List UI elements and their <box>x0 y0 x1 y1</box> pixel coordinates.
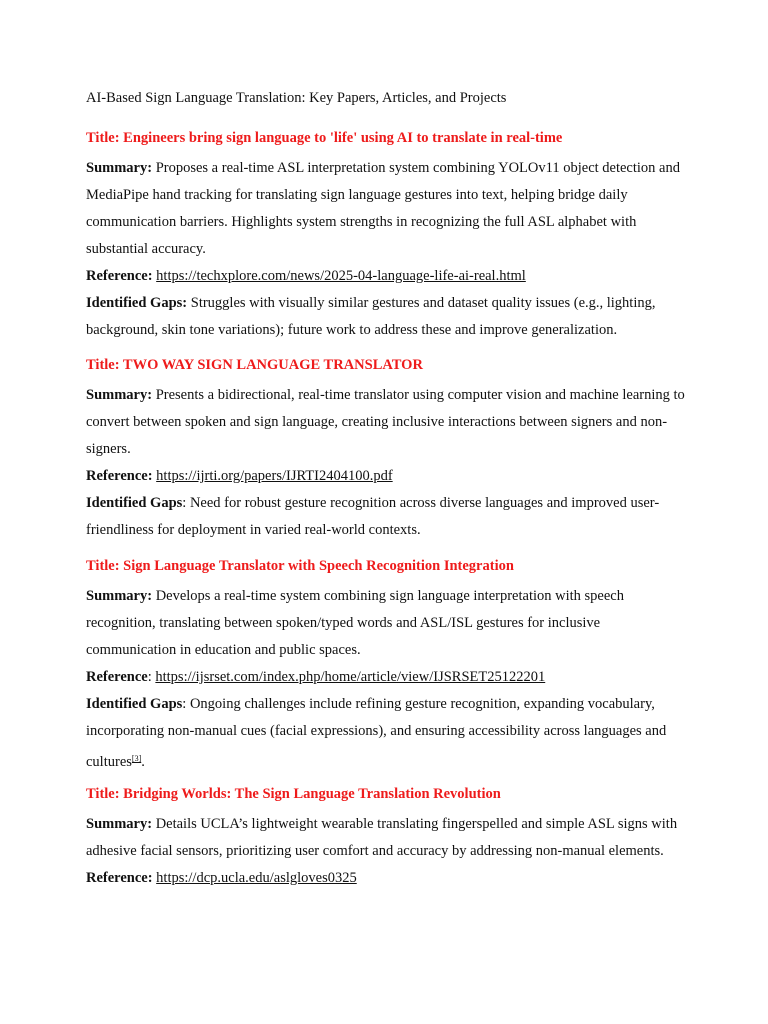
entry-reference <box>86 865 686 892</box>
document-title: AI-Based Sign Language Translation: Key Papers, Articles, and Projects <box>86 90 507 106</box>
reference-link[interactable]: https://ijsrset.com/index.php/home/article/view/IJSRSET25122201 <box>155 669 546 685</box>
summary-text: Details UCLA’s lightweight wearable translating fingerspelled and simple ASL signs with adhesive facial sensors, prioritizing user comfort and accuracy by addressing non-manual elements. <box>86 816 678 859</box>
entry-title: Title: TWO WAY SIGN LANGUAGE TRANSLATOR <box>86 357 423 373</box>
footnote-ref[interactable]: [3] <box>131 754 142 763</box>
summary-label: Summary: <box>86 588 153 604</box>
colon: : <box>147 669 152 685</box>
entry-summary <box>86 583 686 664</box>
entry-summary <box>86 155 686 263</box>
gaps-label: Identified Gaps: <box>86 295 188 311</box>
entry-title: Title: Bridging Worlds: The Sign Language Translation Revolution <box>86 786 501 802</box>
gaps-end: . <box>141 754 145 770</box>
summary-text: Develops a real-time system combining sign language interpretation with speech recognition, translating between spoken/typed words and ASL/ISL gestures for inclusive communication in education and public spaces. <box>86 588 624 658</box>
reference-label: Reference: <box>86 468 153 484</box>
reference-label: Reference: <box>86 870 153 886</box>
entry-gaps <box>86 290 686 344</box>
reference-link[interactable]: https://dcp.ucla.edu/aslgloves0325 <box>156 870 357 886</box>
summary-text: Presents a bidirectional, real-time translator using computer vision and machine learning to convert between spoken and sign language, creating inclusive interactions between signers and non-signers. <box>86 387 685 457</box>
reference-label: Reference <box>86 669 148 685</box>
colon: : <box>182 696 187 712</box>
gaps-label: Identified Gaps <box>86 495 183 511</box>
entry-summary <box>86 382 686 463</box>
entry-title: Title: Engineers bring sign language to 'life' using AI to translate in real-time <box>86 130 563 146</box>
entry-reference <box>86 263 686 290</box>
entry-title: Title: Sign Language Translator with Speech Recognition Integration <box>86 558 514 574</box>
summary-text: Proposes a real-time ASL interpretation system combining YOLOv11 object detection and MediaPipe hand tracking for translating sign language gestures into text, helping bridge daily communication barriers. Highlights system strengths in recognizing the full ASL alphabet with substantial accuracy. <box>86 160 680 257</box>
summary-label: Summary: <box>86 160 153 176</box>
gaps-text: Need for robust gesture recognition across diverse languages and improved user-friendliness for deployment in varied real-world contexts. <box>86 495 660 538</box>
reference-link[interactable]: https://techxplore.com/news/2025-04-language-life-ai-real.html <box>156 268 526 284</box>
entry-2 <box>86 355 686 544</box>
reference-label: Reference: <box>86 268 153 284</box>
entry-4 <box>86 784 686 892</box>
entry-reference <box>86 664 686 691</box>
entry-gaps <box>86 490 686 544</box>
summary-label: Summary: <box>86 816 153 832</box>
summary-label: Summary: <box>86 387 153 403</box>
entry-summary <box>86 811 686 865</box>
gaps-text: Ongoing challenges include refining gesture recognition, expanding vocabulary, incorporating non-manual cues (facial expressions), and ensuring accessibility across languages and cultures <box>86 696 667 770</box>
entry-gaps <box>86 691 686 776</box>
reference-link[interactable]: https://ijrti.org/papers/IJRTI2404100.pdf <box>156 468 393 484</box>
gaps-text: Struggles with visually similar gestures and dataset quality issues (e.g., lighting, background, skin tone variations); future work to address these and improve generalization. <box>86 295 656 338</box>
entry-3 <box>86 556 686 776</box>
entry-1 <box>86 128 686 344</box>
entry-reference <box>86 463 686 490</box>
colon: : <box>182 495 187 511</box>
gaps-label: Identified Gaps <box>86 696 183 712</box>
